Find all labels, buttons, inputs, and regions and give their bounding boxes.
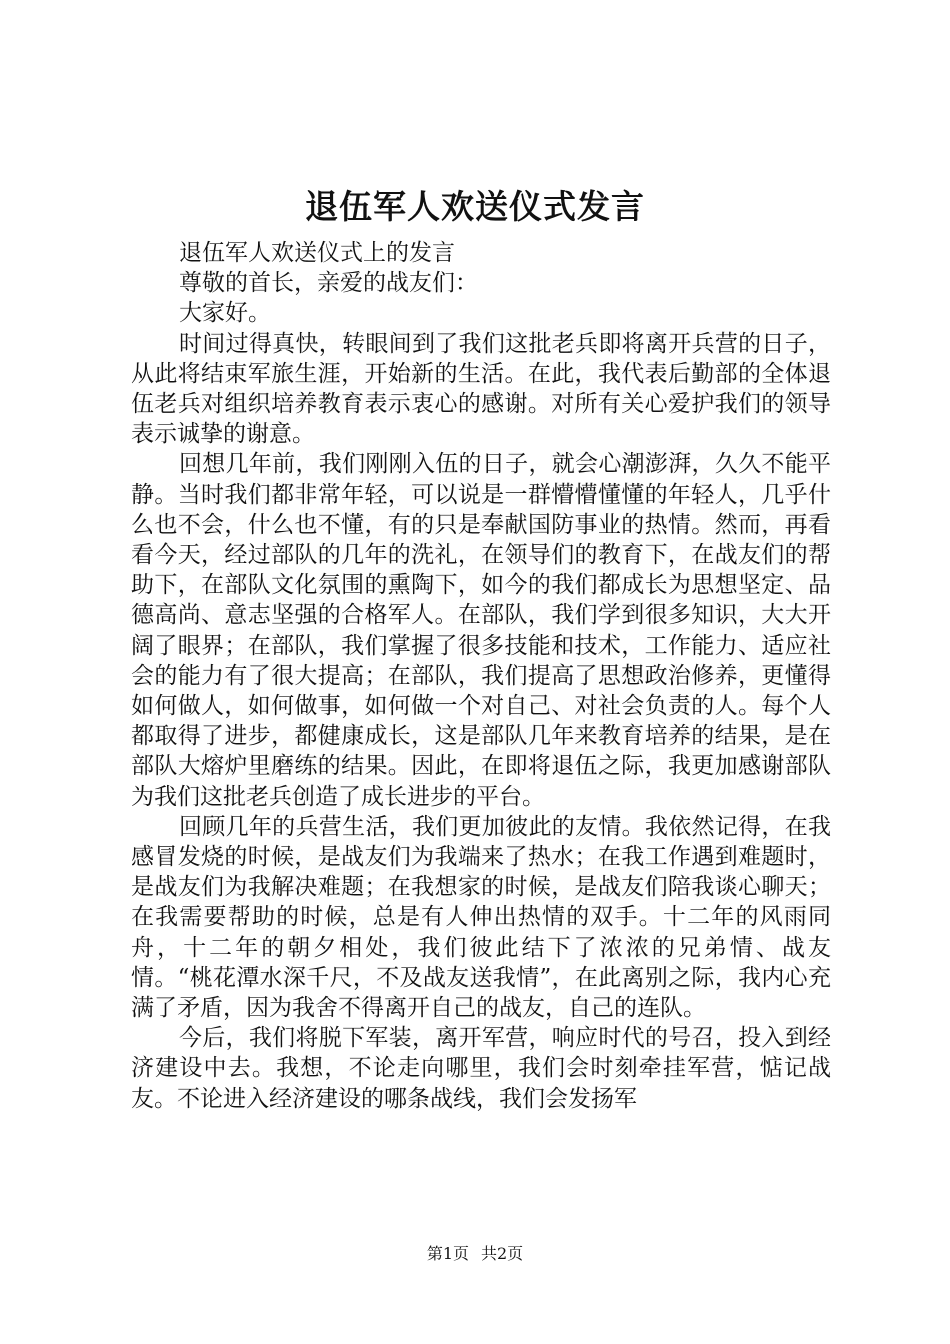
paragraph-body: 回想几年前，我们刚刚入伍的日子，就会心潮澎湃，久久不能平静。当时我们都非常年轻，可以说是一群懵懵懂懂的年轻人，几乎什么也不会，什么也不懂，有的只是奉献国防事业的热情。然而，再看看今天，经过部队的几年的洗礼，在领导们的教育下，在战友们的帮助下，在部队文化氛围的熏陶下，如今的我们都成长为思想坚定、品德高尚、意志坚强的合格军人。在部队，我们学到很多知识，大大开阔了眼界；在部队，我们掌握了很多技能和技术，工作能力、适应社会的能力有了很大提高；在部队，我们提高了思想政治修养，更懂得如何做人，如何做事，如何做一个对自己、对社会负责的人。每个人都取得了进步，都健康成长，这是部队几年来教育培养的结果，是在部队大熔炉里磨练的结果。因此，在即将退伍之际，我更加感谢部队为我们这批老兵创造了成长进步的平台。 xyxy=(131,451,831,810)
paragraph-body: 回顾几年的兵营生活，我们更加彼此的友情。我依然记得，在我感冒发烧的时候，是战友们为我端来了热水；在我工作遇到难题时，是战友们为我解决难题；在我想家的时候，是战友们陪我谈心聊天；在我需要帮助的时候，总是有人伸出热情的双手。十二年的风雨同舟，十二年的朝夕相处，我们彼此结下了浓浓的兄弟情、战友情。“桃花潭水深千尺，不及战友送我情”，在此离别之际，我内心充满了矛盾，因为我舍不得离开自己的战友，自己的连队。 xyxy=(131,813,831,1022)
page-number: 第1页 xyxy=(426,1244,469,1263)
paragraph-subtitle: 退伍军人欢送仪式上的发言 xyxy=(179,240,455,266)
document-title: 退伍军人欢送仪式发言 xyxy=(305,187,645,226)
paragraph-body: 时间过得真快，转眼间到了我们这批老兵即将离开兵营的日子，从此将结束军旅生涯，开始新的生活。在此，我代表后勤部的全体退伍老兵对组织培养教育表示衷心的感谢。对所有关心爱护我们的领导表示诚挚的谢意。 xyxy=(131,330,831,448)
page-footer xyxy=(0,1243,950,1265)
paragraph-greeting: 大家好。 xyxy=(179,300,271,327)
document-body xyxy=(131,238,831,1114)
page-total: 共2页 xyxy=(481,1244,524,1263)
paragraph-body: 今后，我们将脱下军装，离开军营，响应时代的号召，投入到经济建设中去。我想，不论走向哪里，我们会时刻牵挂军营，惦记战友。不论进入经济建设的哪条战线，我们会发扬军 xyxy=(131,1025,831,1112)
paragraph-salutation: 尊敬的首长，亲爱的战友们： xyxy=(179,270,478,297)
